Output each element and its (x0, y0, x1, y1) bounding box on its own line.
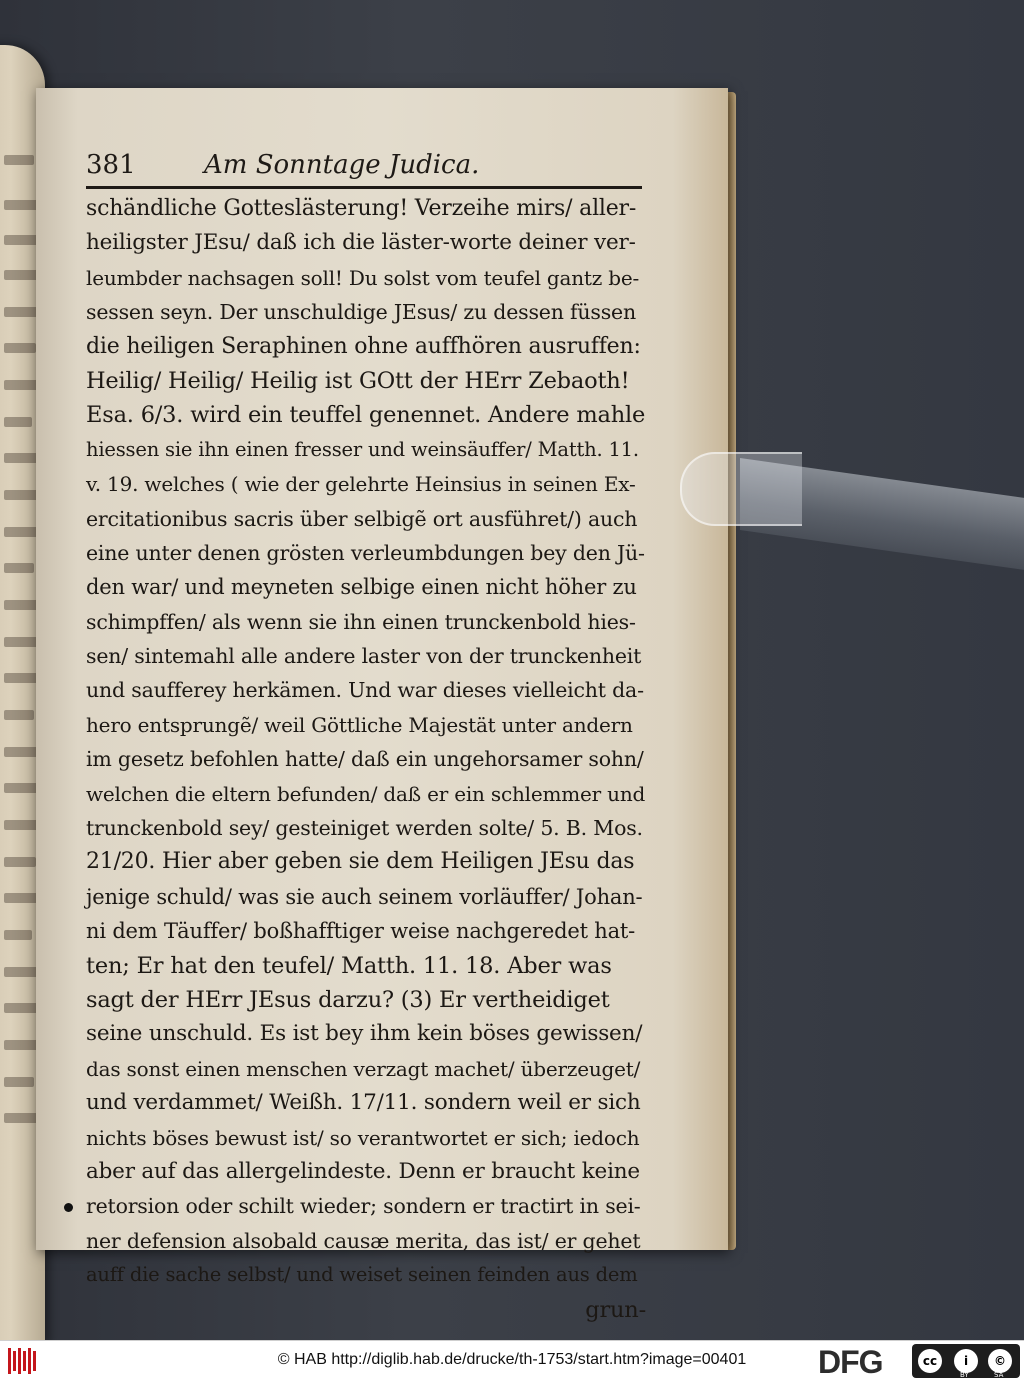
page-header (86, 150, 642, 190)
text-line: sen/ sintemahl alle andere laster von der trunckenheit (86, 644, 642, 669)
text-line: im gesetz befohlen hatte/ daß ein ungehorsamer sohn/ (86, 747, 644, 772)
text-line: Heilig/ Heilig/ Heilig ist GOtt der HErr Zebaoth! (86, 367, 630, 394)
text-line: und saufferey herkämen. Und war dieses vielleicht da- (86, 678, 644, 703)
text-line: welchen die eltern befunden/ daß er ein schlemmer und (86, 781, 646, 806)
text-line: ten; Er hat den teufel/ Matth. 11. 18. Aber was (86, 952, 612, 979)
cc-icon: cc (918, 1349, 942, 1373)
text-line: leumbder nachsagen soll! Du solst vom teufel gantz be- (86, 265, 640, 290)
text-line: v. 19. welches ( wie der gelehrte Heinsius in seinen Ex- (86, 472, 636, 497)
text-line: seine unschuld. Es ist bey ihm kein böses gewissen/ (86, 1021, 643, 1047)
page-holder-tab (680, 452, 802, 526)
text-line: auff die sache selbst/ und weiset seinen feinden aus dem (86, 1263, 638, 1287)
text-line: ni dem Täuffer/ boßhafftiger weise nachgeredet hat- (86, 919, 636, 944)
margin-dot (64, 1203, 73, 1212)
share-alike-icon: © (988, 1349, 1012, 1373)
body-text (86, 192, 646, 1327)
text-line: das sonst einen menschen verzagt machet/ überzeuget/ (86, 1056, 641, 1081)
text-line: heiligster JEsu/ daß ich die läster-worte deiner ver- (86, 230, 636, 256)
header-rule (86, 186, 642, 189)
text-line: und verdammet/ Weißh. 17/11. sondern weil er sich (86, 1090, 641, 1116)
cc-by-sa-icon[interactable] (912, 1344, 1020, 1378)
footer-bar (0, 1340, 1024, 1381)
text-line: schimpffen/ als wenn sie ihn einen trunckenbold hies- (86, 609, 636, 634)
text-line: sessen seyn. Der unschuldige JEsus/ zu dessen füssen (86, 300, 636, 325)
text-line: trunckenbold sey/ gesteiniget werden solte/ 5. B. Mos. (86, 816, 643, 841)
text-line: schändliche Gotteslästerung! Verzeihe mirs/ aller- (86, 196, 637, 221)
text-line: 21/20. Hier aber geben sie dem Heiligen JEsu das (86, 849, 635, 875)
text-line: hiessen sie ihn einen fresser und weinsäuffer/ Matth. 11. (86, 437, 639, 461)
cc-label-by: BY (960, 1371, 969, 1379)
copyright-link[interactable]: © HAB http://diglib.hab.de/drucke/th-1753/start.htm?image=00401 (277, 1351, 747, 1368)
page-holder-clip (680, 448, 1024, 552)
catchword: grun- (585, 1296, 646, 1323)
text-line: Esa. 6/3. wird ein teuffel genennet. Andere mahle (86, 402, 646, 429)
text-line: ner defension alsobald causæ merita, das ist/ er gehet (86, 1228, 641, 1253)
dfg-logo[interactable]: DFG (818, 1344, 883, 1380)
running-head: Am Sonntage Judica. (204, 150, 480, 180)
text-line: ercitationibus sacris über selbigẽ ort ausführet/) auch (86, 506, 638, 531)
text-line: aber auf das allergelindeste. Denn er braucht keine (86, 1158, 640, 1184)
text-line: den war/ und meyneten selbige einen nicht höher zu (86, 575, 637, 600)
attribution-icon: i (954, 1349, 978, 1373)
text-line: die heiligen Seraphinen ohne auffhören ausruffen: (86, 333, 641, 359)
cc-label-sa: SA (994, 1371, 1004, 1379)
text-line: retorsion oder schilt wieder; sondern er tractirt in sei- (86, 1194, 641, 1219)
text-line: nichts böses bewust ist/ so verantwortet er sich; iedoch (86, 1125, 640, 1150)
text-line: sagt der HErr JEsus darzu? (3) Er vertheidiget (86, 986, 610, 1013)
page-number: 381 (86, 150, 136, 180)
text-line: hero entsprungẽ/ weil Göttliche Majestät unter andern (86, 712, 633, 737)
text-line: jenige schuld/ was sie auch seinem vorläuffer/ Johan- (86, 884, 643, 909)
text-line: eine unter denen grösten verleumbdungen bey den Jü- (86, 540, 645, 565)
